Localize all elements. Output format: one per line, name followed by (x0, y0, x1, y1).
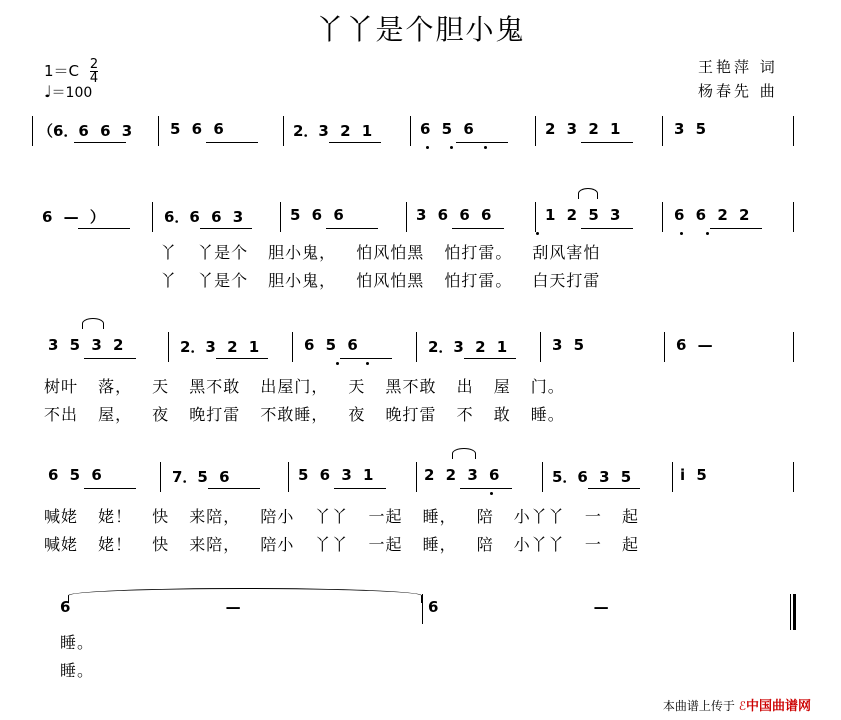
measure-notes: 5 6 6 (170, 120, 224, 138)
lyric-line: 睡。 (60, 633, 95, 652)
measure-notes: 2 2 3 6 (424, 466, 500, 484)
measure-notes: 6 — (428, 598, 609, 616)
barline (793, 116, 794, 146)
beam-line (452, 228, 504, 229)
beam-line (464, 358, 516, 359)
beam-line (200, 228, 252, 229)
measure-notes: （6．6 6 3 (38, 122, 133, 140)
measure-notes: 2．3 2 1 (428, 338, 508, 356)
barline (535, 202, 536, 232)
footer-brand: 中国曲谱网 (745, 699, 811, 714)
measure-notes: 6 5 6 (48, 466, 102, 484)
barline (535, 116, 536, 146)
beam-line (326, 228, 378, 229)
barline (672, 462, 673, 492)
key-signature (44, 58, 98, 85)
barline (542, 462, 543, 492)
barline (540, 332, 541, 362)
lyric-line: 树叶 落， 天 黑不敢 出屋门， 天 黑不敢 出 屋 门。 (44, 377, 565, 396)
octave-dot (426, 146, 429, 149)
barline (422, 594, 423, 624)
beam-line (216, 358, 268, 359)
beam-line (581, 228, 633, 229)
beam-line (206, 142, 258, 143)
barline (416, 462, 417, 492)
lyric-line: 喊姥 姥！ 快 来陪， 陪小 丫丫 一起 睡， 陪 小丫丫 一 起 (44, 507, 639, 526)
measure-notes: 6 5 6 (304, 336, 358, 354)
measure-notes: 3 6 6 6 (416, 206, 492, 224)
lyric-line: 丫 丫是个 胆小鬼， 怕风怕黑 怕打雷。 刮风害怕 (160, 243, 601, 262)
measure-notes: 6 — ） (42, 208, 105, 226)
barline (793, 202, 794, 232)
beam-line (74, 142, 126, 143)
barline (793, 332, 794, 362)
barline (32, 116, 33, 146)
barline (280, 202, 281, 232)
octave-dot (680, 232, 683, 235)
measure-notes: 1 2 5 3 (545, 206, 621, 224)
barline (410, 116, 411, 146)
octave-dot (536, 232, 539, 235)
barline (790, 594, 791, 630)
measure-notes: 2 3 2 1 (545, 120, 621, 138)
measure-notes: i 5 (680, 466, 707, 484)
footer-prefix: 本曲谱上传于 (662, 699, 735, 713)
tie-slur (68, 588, 422, 603)
octave-dot (336, 362, 339, 365)
lyric-line: 丫 丫是个 胆小鬼， 怕风怕黑 怕打雷。 白天打雷 (160, 271, 601, 290)
measure-notes: 6 6 2 2 (674, 206, 750, 224)
tie-slur (578, 188, 598, 199)
measure-notes: 3 5 (674, 120, 707, 138)
measure-notes: 6 5 6 (420, 120, 474, 138)
measure-notes: 6 — (60, 598, 241, 616)
time-signature (90, 58, 98, 85)
measure-notes: 5 6 3 1 (298, 466, 374, 484)
octave-dot (366, 362, 369, 365)
octave-dot (490, 492, 493, 495)
composer-credit: 杨春先 曲 (698, 82, 778, 100)
octave-dot (484, 146, 487, 149)
lyricist-credit: 王艳萍 词 (698, 58, 778, 76)
barline (152, 202, 153, 232)
beam-line (456, 142, 508, 143)
barline (406, 202, 407, 232)
measure-notes: 6．6 6 3 (164, 208, 244, 226)
beam-line (460, 488, 512, 489)
barline (793, 594, 796, 630)
beam-line (340, 358, 392, 359)
beam-line (329, 142, 381, 143)
barline (664, 332, 665, 362)
beam-line (78, 228, 130, 229)
barline (158, 116, 159, 146)
lyric-line: 喊姥 姥！ 快 来陪， 陪小 丫丫 一起 睡， 陪 小丫丫 一 起 (44, 535, 639, 554)
measure-notes: 5 6 6 (290, 206, 344, 224)
song-title: 丫丫是个胆小鬼 (315, 13, 526, 46)
barline (283, 116, 284, 146)
tempo-mark (44, 82, 92, 102)
lyric-line: 睡。 (60, 661, 95, 680)
beam-line (588, 488, 640, 489)
key-label: 1＝C (44, 62, 80, 80)
beam-line (84, 488, 136, 489)
beam-line (208, 488, 260, 489)
barline (168, 332, 169, 362)
barline (793, 462, 794, 492)
tie-slur (452, 448, 476, 459)
measure-notes: 7．5 6 (172, 468, 230, 486)
octave-dot (706, 232, 709, 235)
tie-slur (82, 318, 104, 329)
measure-notes: 2．3 2 1 (180, 338, 260, 356)
quarter-note-icon: ♩ (44, 82, 52, 101)
barline (662, 116, 663, 146)
beam-line (334, 488, 386, 489)
beam-line (581, 142, 633, 143)
measure-notes: 6 — (676, 336, 713, 354)
barline (662, 202, 663, 232)
measure-notes: 2．3 2 1 (293, 122, 373, 140)
beam-line (710, 228, 762, 229)
measure-notes: 3 5 3 2 (48, 336, 124, 354)
footer-credit (663, 695, 811, 714)
site-logo-icon: ℰ (738, 699, 746, 713)
time-sig-den: 4 (89, 71, 99, 86)
barline (416, 332, 417, 362)
barline (160, 462, 161, 492)
tempo-value: ＝100 (51, 85, 93, 101)
lyric-line: 不出 屋， 夜 晚打雷 不敢睡， 夜 晚打雷 不 敢 睡。 (44, 405, 565, 424)
measure-notes: 3 5 (552, 336, 585, 354)
time-sig-num: 2 (89, 57, 99, 72)
barline (292, 332, 293, 362)
measure-notes: 5．6 3 5 (552, 468, 632, 486)
barline (288, 462, 289, 492)
octave-dot (450, 146, 453, 149)
beam-line (84, 358, 136, 359)
